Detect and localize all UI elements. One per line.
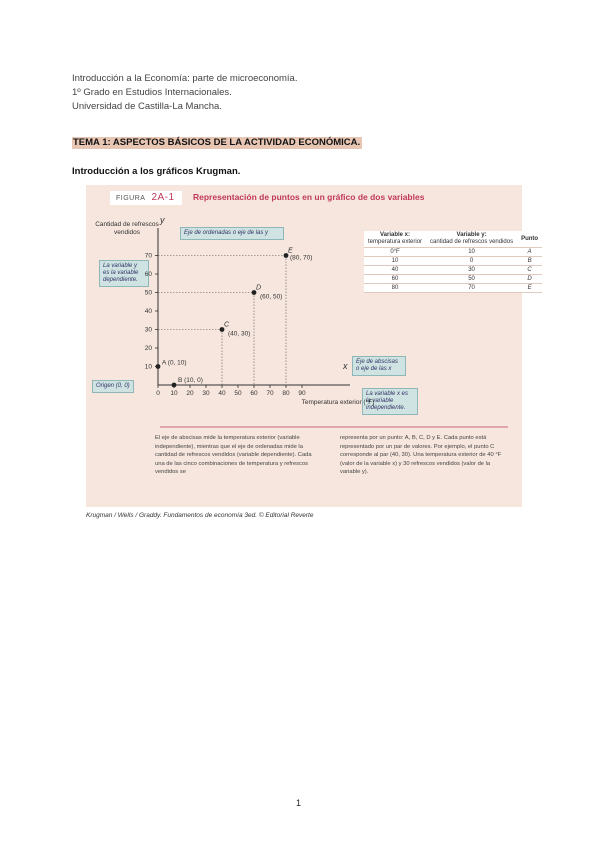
- figure-credit: Krugman / Wells / Graddy. Fundamentos de economía 3ed. © Editorial Reverte: [86, 512, 314, 519]
- table-header-var-y: Variable y: cantidad de refrescos vendidos: [426, 231, 517, 248]
- annot-y-variable: La variable y es la variable dependiente.: [99, 260, 149, 287]
- y-tick-label: 10: [144, 363, 152, 371]
- tema-title: TEMA 1: ASPECTOS BÁSICOS DE LA ACTIVIDAD ECONÓMICA.: [73, 137, 361, 148]
- annot-origin: Origen (0, 0): [92, 380, 134, 393]
- header-line-university: Universidad de Castilla-La Mancha.: [72, 101, 222, 112]
- x-tick-label: 50: [234, 390, 242, 397]
- point-coordinate-label: B (10, 0): [178, 377, 203, 384]
- y-tick-label: 70: [144, 252, 152, 260]
- table-header-row: [364, 231, 542, 248]
- table-row: 10 0 B: [364, 257, 542, 266]
- x-axis-label: Temperatura exterior (°F): [301, 399, 375, 406]
- point-coordinate-label: A (0, 10): [162, 359, 187, 367]
- table-row: 40 30 C: [364, 266, 542, 275]
- y-tick-label: 40: [144, 308, 152, 315]
- y-tick-label: 30: [144, 326, 152, 334]
- point-name-label: E: [288, 247, 293, 255]
- x-tick-label: 20: [186, 390, 194, 397]
- point-b: [172, 383, 177, 388]
- table-row: 80 70 E: [364, 284, 542, 293]
- y-tick-label: 20: [144, 345, 152, 352]
- header-line-degree: 1º Grado en Estudios Internacionales.: [72, 87, 232, 98]
- point-name-label: D: [256, 284, 262, 292]
- table-header-point: Punto: [517, 231, 542, 248]
- figure-caption: Representación de puntos en un gráfico de dos variables: [193, 192, 425, 202]
- annot-y-axis: Eje de ordenadas o eje de las y: [180, 227, 284, 240]
- x-tick-label: 30: [202, 390, 210, 397]
- y-tick-label: 50: [144, 289, 152, 297]
- table-row: 0°F 10 A: [364, 248, 542, 257]
- point-a: [156, 364, 161, 369]
- header-line-course: Introducción a la Economía: parte de microeconomía.: [72, 73, 298, 84]
- x-tick-label: 0: [156, 390, 160, 397]
- point-name-label: C: [224, 321, 230, 329]
- y-tick-label: 60: [144, 271, 152, 278]
- x-tick-label: 10: [170, 390, 178, 397]
- table-header-var-x: Variable x: temperatura exterior: [364, 231, 426, 248]
- x-tick-label: 70: [266, 390, 274, 397]
- point-coordinate-label: (40, 30): [228, 330, 251, 338]
- intro-title: Introducción a los gráficos Krugman.: [72, 166, 241, 177]
- figure-text-left: El eje de abscisas mide la temperatura exterior (variable independiente), mientras que el eje de ordenadas mide la cantidad de refrescos vendidos (variable dependiente). Cada una de las cinco combinaciones de temperatura y refrescos vendidos se: [155, 435, 312, 475]
- page-number: 1: [296, 798, 302, 808]
- point-coordinate-label: (80, 70): [290, 254, 313, 262]
- point-coordinate-label: (60, 50): [260, 293, 283, 301]
- x-tick-label: 90: [298, 390, 306, 397]
- x-tick-label: 80: [282, 390, 290, 397]
- y-axis-label: Cantidad de refrescos vendidos: [95, 221, 159, 236]
- figure-label: FIGURA 2A-1: [110, 191, 182, 205]
- table-row: 60 50 D: [364, 275, 542, 284]
- figure-text-right: representa por un punto: A, B, C, D y E. Cada punto está representado por un par de valores. Por ejemplo, el punto C corresponde al par (40, 30). Una temperatura exterior de 40 °F (valor de la variable x) y 30 refrescos vendidos (valor de la variable y).: [340, 435, 502, 475]
- document-header: [72, 72, 297, 114]
- annot-x-variable: La variable x es la variable independiente.: [362, 388, 418, 415]
- x-axis-letter: x: [343, 361, 348, 371]
- x-tick-label: 60: [250, 390, 258, 397]
- values-table: [364, 231, 542, 293]
- y-axis-letter: y: [160, 215, 165, 225]
- annot-x-axis: Eje de abscisas o eje de las x: [352, 356, 406, 376]
- x-tick-label: 40: [218, 390, 226, 397]
